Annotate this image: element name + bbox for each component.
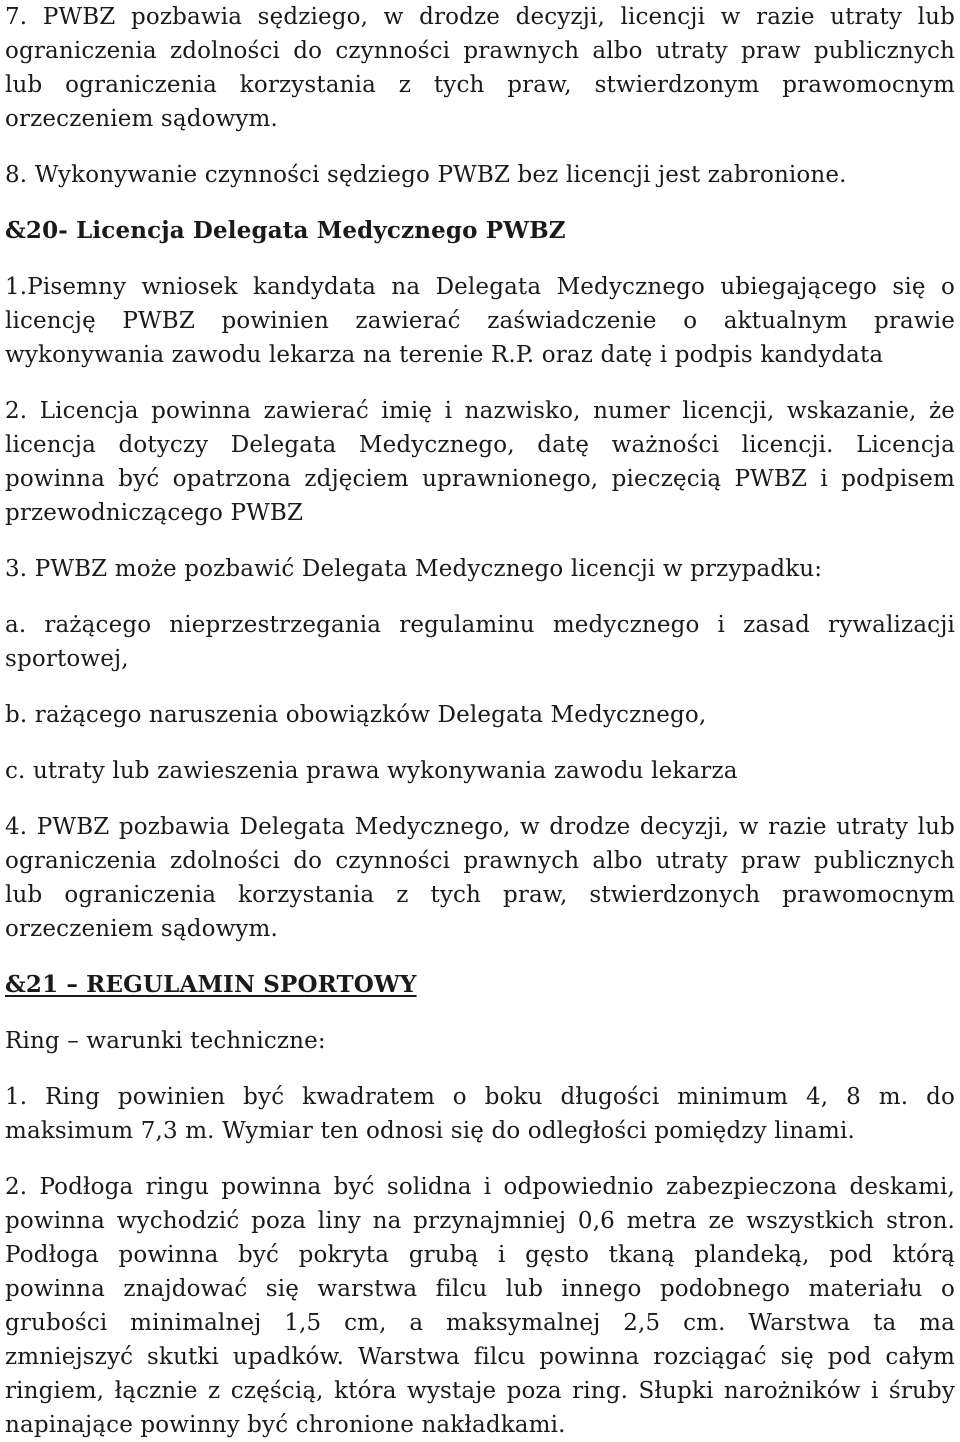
text-line: ograniczenia zdolności do czynności prawnych albo utraty praw publicznych [5,848,955,874]
section-20-item-3c [5,754,955,788]
section-20-item-3 [5,552,955,586]
text-line: 3. PWBZ może pozbawić Delegata Medycznego licencji w przypadku: [5,556,823,582]
text-line: 7. PWBZ pozbawia sędziego, w drodze decyzji, licencji w razie utraty lub [5,4,955,30]
section-21-item-2 [5,1170,955,1442]
text-line: powinna wychodzić poza liny na przynajmniej 0,6 metra ze wszystkich stron. [5,1208,955,1234]
text-line: 1.Pisemny wniosek kandydata na Delegata Medycznego ubiegającego się o [5,274,955,300]
text-line: 2. Podłoga ringu powinna być solidna i odpowiednio zabezpieczona deskami, [5,1174,955,1200]
text-line: licencję PWBZ powinien zawierać zaświadczenie o aktualnym prawie [5,308,955,334]
section-20-item-3b [5,698,955,732]
text-line: b. rażącego naruszenia obowiązków Delegata Medycznego, [5,702,707,728]
paragraph-7 [5,0,955,136]
text-line: napinające powinny być chronione nakładkami. [5,1412,566,1438]
text-line: maksimum 7,3 m. Wymiar ten odnosi się do odległości pomiędzy linami. [5,1118,855,1144]
text-line: ringiem, łącznie z częścią, która wystaje poza ring. Słupki narożników i śruby [5,1378,955,1404]
section-20-item-3a [5,608,955,676]
text-line: grubości minimalnej 1,5 cm, a maksymalnej 2,5 cm. Warstwa ta ma [5,1310,955,1336]
text-line: 1. Ring powinien być kwadratem o boku długości minimum 4, 8 m. do [5,1084,955,1110]
text-line: 2. Licencja powinna zawierać imię i nazwisko, numer licencji, wskazanie, że [5,398,955,424]
text-line: orzeczeniem sądowym. [5,916,278,942]
section-heading-21-text: &21 – REGULAMIN SPORTOWY [5,971,417,998]
text-line: licencja dotyczy Delegata Medycznego, datę ważności licencji. Licencja [5,432,955,458]
text-line: lub ograniczenia korzystania z tych praw, stwierdzonych prawomocnym [5,882,955,908]
section-heading-21 [5,968,955,1002]
section-20-item-4 [5,810,955,946]
text-line: powinna być opatrzona zdjęciem uprawnionego, pieczęcią PWBZ i podpisem [5,466,955,492]
text-line: Ring – warunki techniczne: [5,1028,326,1054]
text-line: orzeczeniem sądowym. [5,106,278,132]
text-line: 4. PWBZ pozbawia Delegata Medycznego, w drodze decyzji, w razie utraty lub [5,814,955,840]
text-line: zmniejszyć skutki upadków. Warstwa filcu powinna rozciągać się pod całym [5,1344,955,1370]
ring-title [5,1024,955,1058]
text-line: przewodniczącego PWBZ [5,500,304,526]
section-20-item-2 [5,394,955,530]
text-line: lub ograniczenia korzystania z tych praw, stwierdzonym prawomocnym [5,72,955,98]
text-line: a. rażącego nieprzestrzegania regulaminu medycznego i zasad rywalizacji [5,612,955,638]
paragraph-8 [5,158,955,192]
section-21-item-1 [5,1080,955,1148]
section-heading-20: &20- Licencja Delegata Medycznego PWBZ [5,217,566,244]
text-line: powinna znajdować się warstwa filcu lub innego podobnego materiału o [5,1276,955,1302]
section-20-item-1 [5,270,955,372]
text-line: sportowej, [5,646,129,672]
text-line: wykonywania zawodu lekarza na terenie R.P. oraz datę i podpis kandydata [5,342,884,368]
text-line: Podłoga powinna być pokryta grubą i gęsto tkaną plandeką, pod którą [5,1242,955,1268]
text-line: 8. Wykonywanie czynności sędziego PWBZ bez licencji jest zabronione. [5,162,847,188]
text-line: ograniczenia zdolności do czynności prawnych albo utraty praw publicznych [5,38,955,64]
text-line: c. utraty lub zawieszenia prawa wykonywania zawodu lekarza [5,758,738,784]
